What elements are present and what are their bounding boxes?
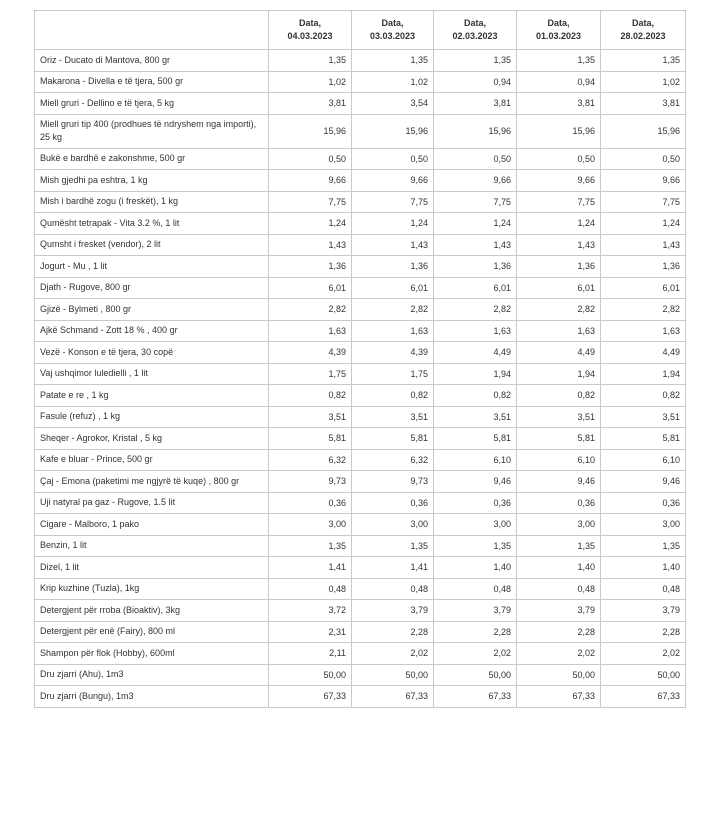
table-row bbox=[35, 514, 686, 536]
price-cell: 4,49 bbox=[517, 342, 601, 364]
price-cell: 2,11 bbox=[269, 643, 352, 665]
price-cell: 3,81 bbox=[517, 93, 601, 115]
product-name-cell: Dru zjarri (Ahu), 1m3 bbox=[35, 664, 269, 686]
price-cell: 1,63 bbox=[434, 320, 517, 342]
price-cell: 0,48 bbox=[269, 578, 352, 600]
price-cell: 6,10 bbox=[517, 449, 601, 471]
product-name-cell: Oriz - Ducato di Mantova, 800 gr bbox=[35, 50, 269, 72]
price-cell: 1,35 bbox=[434, 535, 517, 557]
price-cell: 1,40 bbox=[434, 557, 517, 579]
price-cell: 3,81 bbox=[269, 93, 352, 115]
price-cell: 0,94 bbox=[434, 71, 517, 93]
price-cell: 0,48 bbox=[434, 578, 517, 600]
price-cell: 6,01 bbox=[434, 277, 517, 299]
price-cell: 7,75 bbox=[601, 191, 686, 213]
column-header-label: Data, bbox=[463, 18, 486, 28]
product-name-cell: Benzin, 1 lit bbox=[35, 535, 269, 557]
price-cell: 15,96 bbox=[352, 114, 434, 148]
price-cell: 1,94 bbox=[517, 363, 601, 385]
price-cell: 15,96 bbox=[434, 114, 517, 148]
table-row bbox=[35, 234, 686, 256]
product-name-cell: Çaj - Emona (paketimi me ngjyrë të kuqe) , 800 gr bbox=[35, 471, 269, 493]
price-cell: 1,94 bbox=[434, 363, 517, 385]
price-cell: 0,50 bbox=[601, 148, 686, 170]
price-cell: 2,28 bbox=[517, 621, 601, 643]
price-cell: 3,51 bbox=[434, 406, 517, 428]
product-name-cell: Uji natyral pa gaz - Rugove, 1.5 lit bbox=[35, 492, 269, 514]
price-cell: 2,28 bbox=[352, 621, 434, 643]
product-name-cell: Shampon për flok (Hobby), 600ml bbox=[35, 643, 269, 665]
price-cell: 3,79 bbox=[352, 600, 434, 622]
price-cell: 0,36 bbox=[517, 492, 601, 514]
price-cell: 1,75 bbox=[269, 363, 352, 385]
price-cell: 5,81 bbox=[352, 428, 434, 450]
price-cell: 15,96 bbox=[517, 114, 601, 148]
price-cell: 1,35 bbox=[517, 50, 601, 72]
price-cell: 3,00 bbox=[517, 514, 601, 536]
column-header-date-value: 02.03.2023 bbox=[452, 31, 498, 41]
price-cell: 3,79 bbox=[434, 600, 517, 622]
table-row bbox=[35, 320, 686, 342]
product-name-cell: Gjizë - Bylmeti , 800 gr bbox=[35, 299, 269, 321]
product-name-cell: Dizel, 1 lit bbox=[35, 557, 269, 579]
column-header-date-value: 03.03.2023 bbox=[369, 31, 416, 41]
price-cell: 1,24 bbox=[434, 213, 517, 235]
price-cell: 6,10 bbox=[434, 449, 517, 471]
price-cell: 1,40 bbox=[517, 557, 601, 579]
price-cell: 0,36 bbox=[269, 492, 352, 514]
price-cell: 3,00 bbox=[601, 514, 686, 536]
table-row bbox=[35, 406, 686, 428]
price-cell: 1,36 bbox=[269, 256, 352, 278]
table-row bbox=[35, 535, 686, 557]
table-row bbox=[35, 578, 686, 600]
price-cell: 9,46 bbox=[434, 471, 517, 493]
price-cell: 9,73 bbox=[269, 471, 352, 493]
price-cell: 1,35 bbox=[517, 535, 601, 557]
price-cell: 1,43 bbox=[601, 234, 686, 256]
product-name-cell: Bukë e bardhë e zakonshme, 500 gr bbox=[35, 148, 269, 170]
product-name-cell: Sheqer - Agrokor, Kristal , 5 kg bbox=[35, 428, 269, 450]
column-header-label: Data, bbox=[381, 18, 404, 28]
price-cell: 1,24 bbox=[601, 213, 686, 235]
price-cell: 67,33 bbox=[517, 686, 601, 708]
price-cell: 6,01 bbox=[269, 277, 352, 299]
table-row bbox=[35, 114, 686, 148]
price-cell: 1,41 bbox=[269, 557, 352, 579]
column-header-date bbox=[517, 11, 601, 50]
price-cell: 7,75 bbox=[269, 191, 352, 213]
table-row bbox=[35, 71, 686, 93]
product-name-cell: Vaj ushqimor luledielli , 1 lit bbox=[35, 363, 269, 385]
product-name-cell: Detergjent për enë (Fairy), 800 ml bbox=[35, 621, 269, 643]
price-cell: 5,81 bbox=[601, 428, 686, 450]
price-cell: 1,36 bbox=[434, 256, 517, 278]
price-cell: 3,79 bbox=[601, 600, 686, 622]
price-cell: 3,00 bbox=[269, 514, 352, 536]
table-row bbox=[35, 643, 686, 665]
price-cell: 0,36 bbox=[352, 492, 434, 514]
product-name-cell: Dru zjarri (Bungu), 1m3 bbox=[35, 686, 269, 708]
table-row bbox=[35, 664, 686, 686]
price-cell: 1,02 bbox=[601, 71, 686, 93]
price-cell: 2,28 bbox=[434, 621, 517, 643]
price-cell: 1,24 bbox=[352, 213, 434, 235]
product-name-cell: Cigare - Malboro, 1 pako bbox=[35, 514, 269, 536]
price-cell: 1,75 bbox=[352, 363, 434, 385]
price-cell: 1,35 bbox=[269, 50, 352, 72]
table-row bbox=[35, 471, 686, 493]
header-row bbox=[35, 11, 686, 50]
price-cell: 1,36 bbox=[601, 256, 686, 278]
column-header-label: Data, bbox=[547, 18, 570, 28]
table-row bbox=[35, 93, 686, 115]
price-cell: 0,50 bbox=[352, 148, 434, 170]
price-cell: 6,01 bbox=[517, 277, 601, 299]
table-row bbox=[35, 50, 686, 72]
price-cell: 1,36 bbox=[352, 256, 434, 278]
product-name-cell: Makarona - Divella e të tjera, 500 gr bbox=[35, 71, 269, 93]
price-cell: 7,75 bbox=[352, 191, 434, 213]
column-header-date-value: 28.02.2023 bbox=[620, 31, 666, 41]
table-row bbox=[35, 342, 686, 364]
column-header-date bbox=[352, 11, 434, 50]
price-cell: 6,01 bbox=[601, 277, 686, 299]
product-name-cell: Miell gruri - Dellino e të tjera, 5 kg bbox=[35, 93, 269, 115]
price-cell: 3,51 bbox=[601, 406, 686, 428]
table-row bbox=[35, 191, 686, 213]
table-row bbox=[35, 428, 686, 450]
price-cell: 2,82 bbox=[352, 299, 434, 321]
price-cell: 1,43 bbox=[434, 234, 517, 256]
price-cell: 5,81 bbox=[517, 428, 601, 450]
table-row bbox=[35, 299, 686, 321]
price-cell: 15,96 bbox=[269, 114, 352, 148]
price-cell: 3,79 bbox=[517, 600, 601, 622]
price-cell: 2,02 bbox=[601, 643, 686, 665]
price-cell: 1,63 bbox=[352, 320, 434, 342]
header-empty-cell bbox=[35, 11, 269, 50]
price-cell: 1,43 bbox=[269, 234, 352, 256]
price-cell: 2,82 bbox=[601, 299, 686, 321]
price-cell: 0,94 bbox=[517, 71, 601, 93]
column-header-label: Data, bbox=[631, 18, 654, 28]
price-cell: 1,36 bbox=[517, 256, 601, 278]
price-cell: 9,66 bbox=[352, 170, 434, 192]
price-cell: 0,82 bbox=[517, 385, 601, 407]
table-body bbox=[35, 50, 686, 708]
price-table bbox=[34, 10, 686, 708]
price-cell: 9,46 bbox=[517, 471, 601, 493]
product-name-cell: Detergjent për rroba (Bioaktiv), 3kg bbox=[35, 600, 269, 622]
table-header bbox=[35, 11, 686, 50]
table-row bbox=[35, 213, 686, 235]
product-name-cell: Patate e re , 1 kg bbox=[35, 385, 269, 407]
column-header-date bbox=[601, 11, 686, 50]
price-cell: 1,02 bbox=[269, 71, 352, 93]
price-cell: 1,35 bbox=[269, 535, 352, 557]
price-cell: 1,35 bbox=[434, 50, 517, 72]
price-cell: 1,94 bbox=[601, 363, 686, 385]
price-cell: 2,02 bbox=[517, 643, 601, 665]
price-cell: 1,40 bbox=[601, 557, 686, 579]
price-cell: 50,00 bbox=[269, 664, 352, 686]
price-cell: 3,72 bbox=[269, 600, 352, 622]
price-cell: 2,02 bbox=[352, 643, 434, 665]
column-header-date bbox=[269, 11, 352, 50]
product-name-cell: Djath - Rugove, 800 gr bbox=[35, 277, 269, 299]
product-name-cell: Krip kuzhine (Tuzla), 1kg bbox=[35, 578, 269, 600]
product-name-cell: Kafe e bluar - Prince, 500 gr bbox=[35, 449, 269, 471]
column-header-date-value: 01.03.2023 bbox=[535, 31, 582, 41]
price-cell: 3,00 bbox=[434, 514, 517, 536]
price-cell: 67,33 bbox=[269, 686, 352, 708]
price-cell: 9,66 bbox=[601, 170, 686, 192]
price-cell: 50,00 bbox=[434, 664, 517, 686]
price-cell: 2,02 bbox=[434, 643, 517, 665]
price-cell: 3,51 bbox=[269, 406, 352, 428]
price-cell: 9,66 bbox=[434, 170, 517, 192]
product-name-cell: Mish gjedhi pa eshtra, 1 kg bbox=[35, 170, 269, 192]
table-row bbox=[35, 256, 686, 278]
price-cell: 6,10 bbox=[601, 449, 686, 471]
product-name-cell: Fasule (refuz) , 1 kg bbox=[35, 406, 269, 428]
price-cell: 5,81 bbox=[434, 428, 517, 450]
price-cell: 50,00 bbox=[601, 664, 686, 686]
price-cell: 9,66 bbox=[269, 170, 352, 192]
price-cell: 67,33 bbox=[601, 686, 686, 708]
price-cell: 0,48 bbox=[352, 578, 434, 600]
price-cell: 0,50 bbox=[517, 148, 601, 170]
price-cell: 1,43 bbox=[352, 234, 434, 256]
price-cell: 2,31 bbox=[269, 621, 352, 643]
price-cell: 0,48 bbox=[517, 578, 601, 600]
price-cell: 2,82 bbox=[269, 299, 352, 321]
price-cell: 2,28 bbox=[601, 621, 686, 643]
price-cell: 5,81 bbox=[269, 428, 352, 450]
price-cell: 3,81 bbox=[601, 93, 686, 115]
price-cell: 1,41 bbox=[352, 557, 434, 579]
table-row bbox=[35, 492, 686, 514]
price-cell: 9,73 bbox=[352, 471, 434, 493]
table-row bbox=[35, 621, 686, 643]
price-cell: 50,00 bbox=[517, 664, 601, 686]
price-cell: 7,75 bbox=[517, 191, 601, 213]
column-header-date bbox=[434, 11, 517, 50]
table-row bbox=[35, 449, 686, 471]
price-cell: 9,46 bbox=[601, 471, 686, 493]
price-cell: 4,39 bbox=[269, 342, 352, 364]
table-row bbox=[35, 385, 686, 407]
price-cell: 9,66 bbox=[517, 170, 601, 192]
price-cell: 4,49 bbox=[434, 342, 517, 364]
product-name-cell: Qumësht tetrapak - Vita 3.2 %, 1 lit bbox=[35, 213, 269, 235]
price-cell: 0,82 bbox=[269, 385, 352, 407]
price-cell: 3,51 bbox=[517, 406, 601, 428]
price-cell: 3,51 bbox=[352, 406, 434, 428]
price-cell: 1,35 bbox=[601, 535, 686, 557]
price-cell: 67,33 bbox=[434, 686, 517, 708]
price-cell: 1,43 bbox=[517, 234, 601, 256]
price-cell: 3,54 bbox=[352, 93, 434, 115]
price-cell: 1,24 bbox=[269, 213, 352, 235]
table-row bbox=[35, 148, 686, 170]
price-cell: 1,63 bbox=[601, 320, 686, 342]
price-cell: 1,35 bbox=[601, 50, 686, 72]
price-cell: 2,82 bbox=[434, 299, 517, 321]
price-cell: 0,50 bbox=[434, 148, 517, 170]
price-cell: 50,00 bbox=[352, 664, 434, 686]
product-name-cell: Jogurt - Mu , 1 lit bbox=[35, 256, 269, 278]
price-cell: 0,36 bbox=[601, 492, 686, 514]
price-cell: 0,82 bbox=[352, 385, 434, 407]
price-cell: 3,81 bbox=[434, 93, 517, 115]
product-name-cell: Ajkë Schmand - Zott 18 % , 400 gr bbox=[35, 320, 269, 342]
product-name-cell: Qumsht i fresket (vendor), 2 lit bbox=[35, 234, 269, 256]
price-cell: 15,96 bbox=[601, 114, 686, 148]
price-cell: 1,02 bbox=[352, 71, 434, 93]
column-header-date-value: 04.03.2023 bbox=[287, 31, 333, 41]
table-row bbox=[35, 277, 686, 299]
price-cell: 1,63 bbox=[517, 320, 601, 342]
price-cell: 4,39 bbox=[352, 342, 434, 364]
table-row bbox=[35, 170, 686, 192]
price-cell: 1,24 bbox=[517, 213, 601, 235]
price-cell: 1,35 bbox=[352, 535, 434, 557]
table-row bbox=[35, 686, 686, 708]
price-cell: 6,01 bbox=[352, 277, 434, 299]
price-cell: 6,32 bbox=[352, 449, 434, 471]
price-cell: 6,32 bbox=[269, 449, 352, 471]
price-cell: 2,82 bbox=[517, 299, 601, 321]
price-cell: 7,75 bbox=[434, 191, 517, 213]
table-row bbox=[35, 600, 686, 622]
price-cell: 1,35 bbox=[352, 50, 434, 72]
price-cell: 67,33 bbox=[352, 686, 434, 708]
product-name-cell: Vezë - Konson e të tjera, 30 copë bbox=[35, 342, 269, 364]
price-cell: 0,48 bbox=[601, 578, 686, 600]
column-header-label: Data, bbox=[298, 18, 321, 28]
price-cell: 4,49 bbox=[601, 342, 686, 364]
table-row bbox=[35, 363, 686, 385]
price-cell: 1,63 bbox=[269, 320, 352, 342]
price-cell: 0,82 bbox=[434, 385, 517, 407]
product-name-cell: Mish i bardhë zogu (i freskët), 1 kg bbox=[35, 191, 269, 213]
product-name-cell: Miell gruri tip 400 (prodhues të ndryshem nga importi), 25 kg bbox=[35, 114, 269, 148]
price-cell: 0,82 bbox=[601, 385, 686, 407]
table-row bbox=[35, 557, 686, 579]
price-cell: 0,50 bbox=[269, 148, 352, 170]
price-cell: 3,00 bbox=[352, 514, 434, 536]
price-cell: 0,36 bbox=[434, 492, 517, 514]
